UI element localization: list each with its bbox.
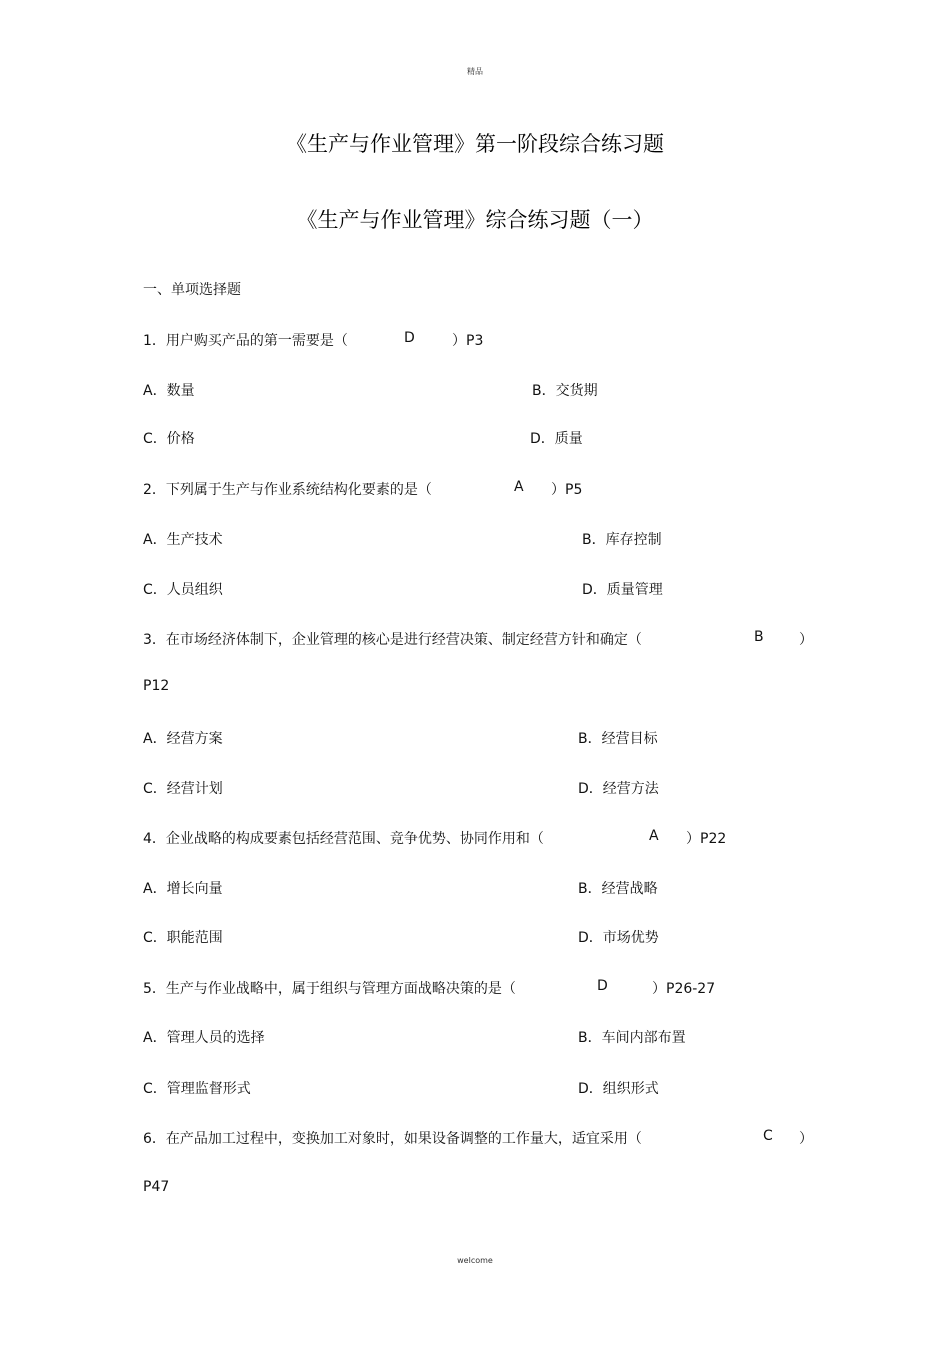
question-3-option-c: C．经营计划	[143, 781, 223, 797]
question-2-option-d: D．质量管理	[582, 582, 663, 598]
question-3-stem: 3．在市场经济体制下，企业管理的核心是进行经营决策、制定经营方针和确定（	[143, 632, 642, 648]
question-6-answer: C	[763, 1128, 773, 1144]
question-4-option-b: B．经营战略	[578, 881, 658, 897]
question-1-option-b: B．交货期	[532, 383, 598, 399]
question-3-ref: ）	[799, 632, 813, 648]
question-5-option-d: D．组织形式	[578, 1081, 659, 1097]
question-1-option-c: C．价格	[143, 431, 195, 447]
question-3-answer: B	[754, 629, 764, 645]
question-5-ref: ）P26-27	[652, 981, 716, 997]
question-3-option-b: B．经营目标	[578, 731, 658, 747]
question-3-option-a: A．经营方案	[143, 731, 223, 747]
question-5-stem: 5．生产与作业战略中，属于组织与管理方面战略决策的是（	[143, 981, 516, 997]
question-1-option-d: D．质量	[530, 431, 583, 447]
question-1-stem: 1．用户购买产品的第一需要是（	[143, 333, 348, 349]
question-5-answer: D	[597, 978, 608, 994]
question-1-option-a: A．数量	[143, 383, 195, 399]
question-1-ref: ）P3	[452, 333, 484, 349]
question-4-stem: 4．企业战略的构成要素包括经营范围、竞争优势、协同作用和（	[143, 831, 544, 847]
document-subtitle: 《生产与作业管理》综合练习题（一）	[296, 208, 654, 232]
page-footer: welcome	[457, 1256, 493, 1265]
document-title: 《生产与作业管理》第一阶段综合练习题	[286, 132, 664, 156]
question-5-option-a: A．管理人员的选择	[143, 1030, 265, 1046]
section-heading: 一、单项选择题	[143, 282, 241, 298]
question-2-option-c: C．人员组织	[143, 582, 223, 598]
question-2-answer: A	[514, 479, 524, 495]
page-header: 精品	[467, 67, 483, 76]
question-2-option-a: A．生产技术	[143, 532, 223, 548]
question-6-stem: 6．在产品加工过程中，变换加工对象时，如果设备调整的工作量大，适宜采用（	[143, 1131, 642, 1147]
question-4-option-d: D．市场优势	[578, 930, 659, 946]
question-3-option-d: D．经营方法	[578, 781, 659, 797]
question-2-stem: 2．下列属于生产与作业系统结构化要素的是（	[143, 482, 432, 498]
question-4-option-c: C．职能范围	[143, 930, 223, 946]
question-5-option-c: C．管理监督形式	[143, 1081, 251, 1097]
question-1-answer: D	[404, 330, 415, 346]
question-6-page-ref: P47	[143, 1179, 170, 1195]
question-3-page-ref: P12	[143, 678, 170, 694]
question-4-answer: A	[649, 828, 659, 844]
question-2-option-b: B．库存控制	[582, 532, 662, 548]
question-2-ref: ）P5	[551, 482, 583, 498]
question-4-option-a: A．增长向量	[143, 881, 223, 897]
question-6-ref: ）	[799, 1131, 813, 1147]
question-5-option-b: B．车间内部布置	[578, 1030, 686, 1046]
question-4-ref: ）P22	[686, 831, 727, 847]
